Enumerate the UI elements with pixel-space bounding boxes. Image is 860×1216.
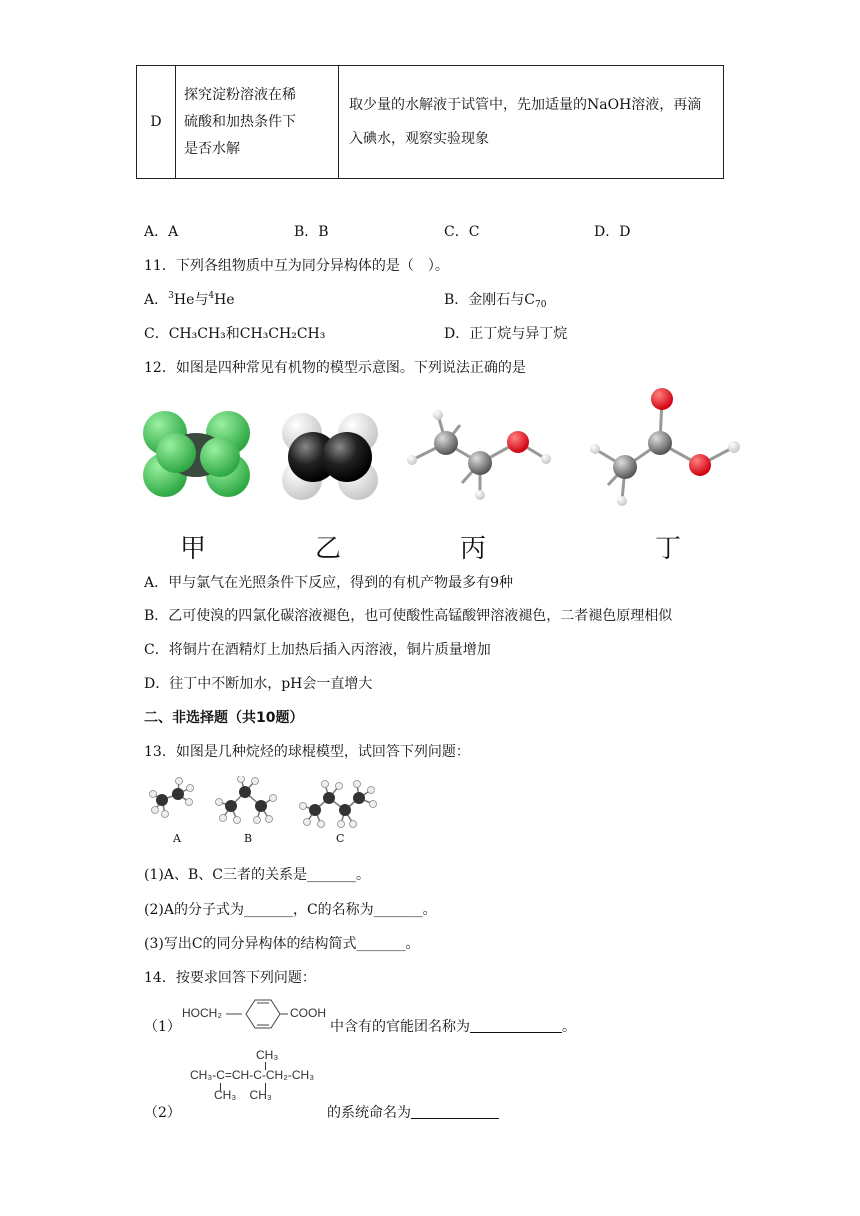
q10-option-d: D．D	[594, 224, 631, 240]
q11-stem: 11．下列各组物质中互为同分异构体的是（ ）。	[144, 258, 449, 274]
q11-option-a	[144, 289, 235, 309]
mass-number: 3	[168, 291, 174, 301]
structure-top-ch3: CH₃	[256, 1048, 279, 1062]
molecule-models-figure	[140, 385, 760, 515]
subscript: 70	[535, 300, 547, 310]
connector: 与	[194, 292, 209, 308]
question-text: 的系统命名为	[327, 1105, 411, 1121]
model-label-jia: 甲	[180, 534, 207, 564]
element: He	[214, 292, 235, 308]
q12-option-c: C．将铜片在酒精灯上加热后插入丙溶液，铜片质量增加	[144, 642, 491, 658]
q12-stem: 12．如图是四种常见有机物的模型示意图。下列说法正确的是	[144, 360, 526, 376]
model-bing	[407, 410, 551, 500]
model-label-yi: 乙	[315, 534, 342, 564]
structure-bottom-ch3: CH₃ CH₃	[214, 1088, 272, 1102]
q14-stem: 14．按要求回答下列问题：	[144, 970, 316, 986]
model-yi	[282, 413, 378, 500]
answer-blank	[411, 1104, 499, 1119]
model-ding	[590, 388, 740, 506]
q10-option-a: A．A	[144, 224, 179, 240]
q10-option-b: B．B	[294, 224, 329, 240]
q14-part1-number: （1）	[144, 1019, 181, 1035]
model-jia	[143, 411, 250, 497]
period: 。	[562, 1019, 576, 1035]
q12-option-a: A．甲与氯气在光照条件下反应，得到的有机产物最多有9种	[144, 575, 514, 591]
q14-part2-text	[327, 1102, 499, 1122]
method-line: 取少量的水解液于试管中，先加适量的NaOH溶液，再滴	[349, 97, 702, 113]
section-heading: 二、非选择题（共10题）	[144, 710, 304, 726]
q13-stem: 13．如图是几种烷烃的球棍模型，试回答下列问题：	[144, 744, 470, 760]
model-label-ding: 丁	[655, 534, 682, 564]
table-cell-method	[339, 66, 724, 179]
q11-option-c: C．CH₃CH₃和CH₃CH₂CH₃	[144, 326, 326, 342]
answer-blank	[470, 1018, 562, 1033]
table-cell-purpose	[176, 66, 339, 179]
experiment-table	[136, 65, 724, 179]
mass-number: 4	[208, 291, 215, 301]
q12-option-b: B．乙可使溴的四氯化碳溶液褪色，也可使酸性高锰酸钾溶液褪色，二者褪色原理相似	[144, 608, 673, 624]
q10-option-c: C．C	[444, 224, 480, 240]
model-label-bing: 丙	[460, 534, 487, 564]
q11-option-b	[444, 289, 546, 310]
model-label-b: B	[244, 832, 253, 845]
alkane-models-figure	[145, 776, 385, 832]
structure-hoch2: HOCH₂	[182, 1006, 222, 1020]
q13-sub1: (1)A、B、C三者的关系是_______。	[144, 867, 370, 883]
option-prefix: A．	[144, 292, 169, 308]
structure-cooh: COOH	[290, 1006, 326, 1020]
structure-main-chain: CH₃-C=CH-C-CH₂-CH₃	[190, 1068, 315, 1082]
purpose-line: 硫酸和加热条件下	[184, 113, 296, 130]
benzene-ring-icon	[226, 998, 288, 1034]
q14-part2-number: （2）	[144, 1105, 181, 1121]
purpose-line: 探究淀粉溶液在稀	[184, 86, 296, 103]
q13-sub2: (2)A的分子式为_______，C的名称为_______。	[144, 902, 437, 918]
model-label-c: C	[336, 832, 345, 845]
question-text: 中含有的官能团名称为	[330, 1019, 470, 1035]
method-line: 入碘水，观察实验现象	[349, 131, 489, 147]
q14-part1-text	[330, 1016, 576, 1036]
element: He	[173, 292, 195, 308]
q12-option-d: D．往丁中不断加水，pH会一直增大	[144, 676, 373, 692]
model-label-a: A	[173, 832, 181, 845]
q11-option-d: D．正丁烷与异丁烷	[444, 326, 568, 342]
table-cell-letter: D	[137, 66, 176, 179]
element: C	[524, 292, 536, 308]
q13-sub3: (3)写出C的同分异构体的结构简式_______。	[144, 936, 420, 952]
purpose-line: 是否水解	[184, 140, 240, 157]
option-text: B．金刚石与	[444, 292, 525, 308]
